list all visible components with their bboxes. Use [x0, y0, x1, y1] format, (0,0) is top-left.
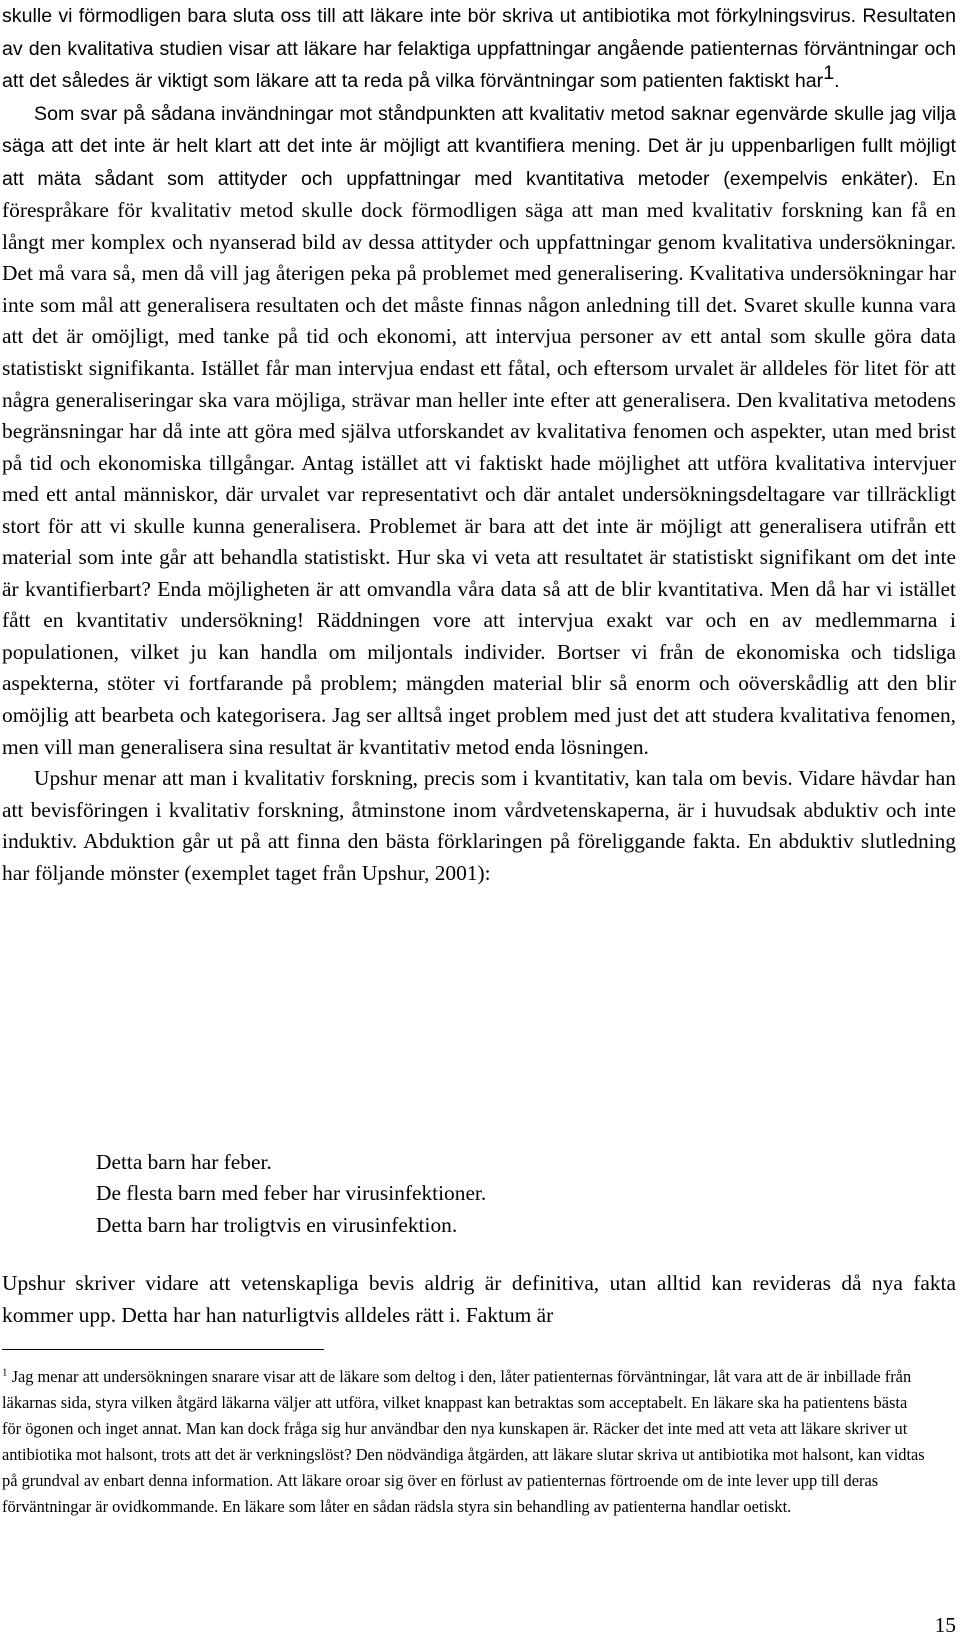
example-line-3: Detta barn har troligtvis en virusinfektion. [96, 1212, 458, 1237]
footnote-reference[interactable]: 1 [823, 61, 835, 84]
footnote-text: Jag menar att undersökningen snarare visar att de läkare som deltog i den, låter patienternas förväntningar, låt vara att de är inbillade från läkarnas sida, styra vilken åtgärd läkarna väljer att utföra, vilket knappast kan betraktas som acceptabelt. En läkare ska ha patientens bästa för ögonen och inget annat. Man kan dock fråga sig hur användbar den nya kunskapen är. Räcker det inte med att veta att läkare skriver ut antibiotika mot halsont, trots att det är verkningslöst? Den nödvändiga åtgärden, att läkare slutar skriva ut antibiotika mot halsont, kan vidtas på grundval av enbart denna information. Att läkare oroar sig över en förlust av patienternas förtroende om de inte lever upp till deras förväntningar är ovidkommande. En läkare som låter en sådan rädsla styra sin behandling av patienterna handlar oetiskt. [2, 1367, 925, 1516]
abduction-example [96, 1147, 896, 1241]
intro-end: . [834, 70, 840, 93]
page-number: 15 [934, 1613, 956, 1637]
paragraph-counterargument [2, 98, 956, 763]
paragraph-evidence: Upshur skriver vidare att vetenskapliga bevis aldrig är definitiva, utan alltid kan revideras då nya fakta kommer upp. Detta har han naturligtvis alldeles rätt i. Faktum är [2, 1271, 956, 1327]
intro-text: skulle vi förmodligen bara sluta oss till att läkare inte bör skriva ut antibiotika mot förkylningsvirus. Resultaten av den kvalitativa studien visar att läkare har felaktiga uppfattningar angående patienternas förväntningar och att det således är viktigt som läkare att ta reda på vilka förväntningar som patienten faktiskt har [2, 5, 956, 93]
footnote [2, 1364, 930, 1519]
paragraph-counterargument-sans-part: Som svar på sådana invändningar mot ståndpunkten att kvalitativ metod saknar egenvärde skulle jag vilja säga att det inte är helt klart att det inte är möjligt att kvantifiera mening. Det är ju uppenbarligen fullt möjligt att mäta sådant som attityder och uppfattningar med kvantitativa metoder (exempelvis enkäter). [2, 102, 956, 190]
paragraph-counterargument-serif-part: En förespråkare för kvalitativ metod skulle dock förmodligen säga att man med kvalitativ forskning kan få en långt mer komplex och nyanserad bild av dessa attityder och uppfattningar genom kvalitativa undersökningar. Det må vara så, men då vill jag återigen peka på problemet med generalisering. Kvalitativa undersökningar har inte som mål att generalisera resultaten och det måste finnas någon anledning till det. Svaret skulle kunna vara att det är omöjligt, med tanke på tid och ekonomi, att intervjua personer av ett antal som skulle göra data statistiskt signifikanta. Istället får man intervjua endast ett fåtal, och eftersom urvalet är alldeles för litet för att några generaliseringar ska vara möjliga, strävar man heller inte efter att generalisera. Den kvalitativa metodens begränsningar har då inte att göra med själva utforskandet av kvalitativa fenomen och aspekter, utan med brist på tid och ekonomiska tillgångar. Antag istället att vi faktiskt hade möjlighet att utföra kvalitativa intervjuer med ett antal människor, där urvalet var representativt och där antalet undersökningsdeltagare var tillräckligt stort för att vi skulle kunna generalisera. Problemet är bara att det inte är möjligt att generalisera utifrån ett material som inte går att behandla statistiskt. Hur ska vi veta att resultatet är statistiskt signifikant om det inte är kvantifierbart? Enda möjligheten är att omvandla våra data så att de blir kvantitativa. Men då har vi istället fått en kvantitativ undersökning! Räddningen vore att intervjua exakt var och en av medlemmarna i populationen, vilket ju kan handla om miljontals individer. Bortser vi från de ekonomiska och tidsliga aspekterna, stöter vi fortfarande på problem; mängden material blir så enorm och oöverskådlig att den blir omöjlig att bearbeta och kategorisera. Jag ser alltså inget problem med just det att studera kvalitativa fenomen, men vill man generalisera sina resultat är kvantitativ metod enda lösningen. [2, 165, 957, 759]
footnote-separator [2, 1349, 324, 1350]
paragraph-upshur: Upshur menar att man i kvalitativ forskning, precis som i kvantitativ, kan tala om bevis. Vidare hävdar han att bevisföringen i kvalitativ forskning, åtminstone inom vårdvetenskaperna, är i huvudsak abduktiv och inte induktiv. Abduktion går ut på att finna den bästa förklaringen på föreliggande fakta. En abduktiv slutledning har följande mönster (exemplet taget från Upshur, 2001): [2, 766, 956, 885]
example-line-2: De flesta barn med feber har virusinfektioner. [96, 1181, 487, 1206]
main-text-block [2, 0, 956, 889]
intro-paragraph [2, 0, 956, 98]
footnote-marker: 1 [2, 1366, 8, 1379]
example-line-1: Detta barn har feber. [96, 1150, 272, 1174]
